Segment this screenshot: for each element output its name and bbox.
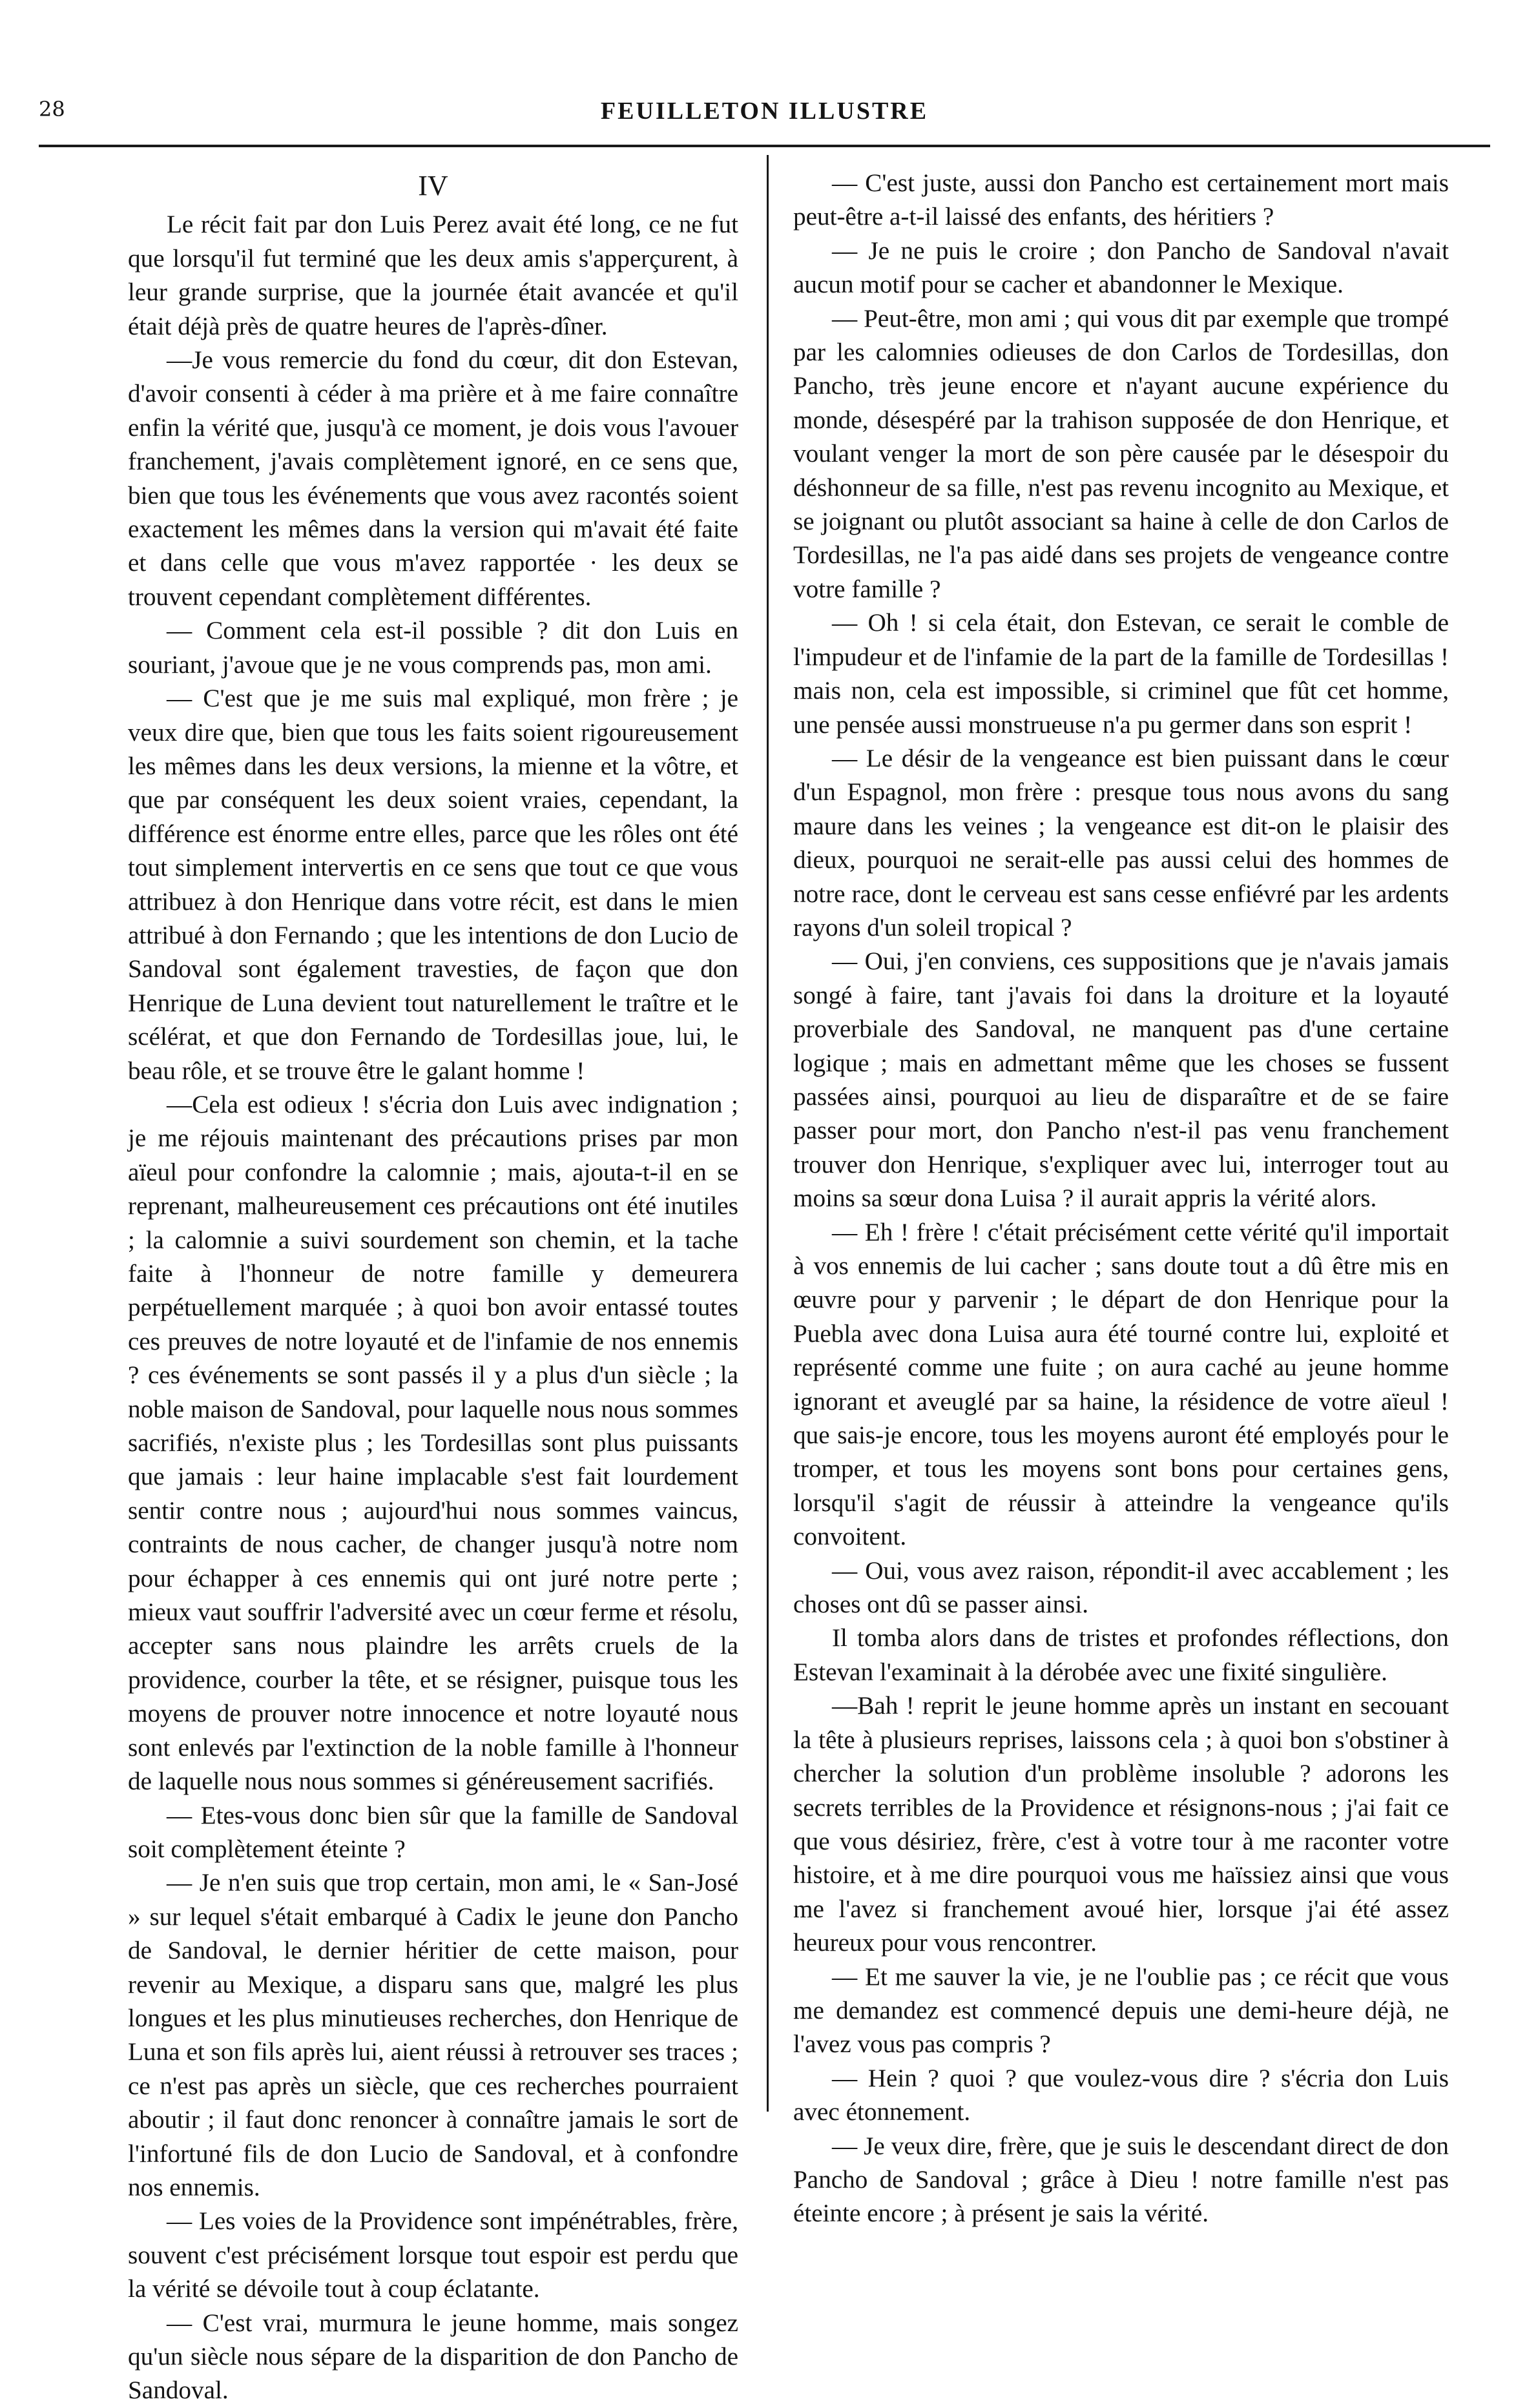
paragraph: —Je vous remercie du fond du cœur, dit don Estevan, d'avoir consenti à céder à ma prière et à me faire connaître enfin la vérité que, jusqu'à ce moment, je dois vous l'avouer franchement, j'avais complètement ignoré, en ce sens que, bien que tous les événements que vous avez racontés soient exactement les mêmes dans la version qui m'avait été faite et dans celle que vous m'avez rapportée · les deux se trouvent cependant complètement différentes. (128, 346, 738, 611)
paragraph: — Je veux dire, frère, que je suis le descendant direct de don Pancho de Sandoval ; grâce à Dieu ! notre famille n'est pas éteinte encore ; à présent je sais la vérité. (793, 2132, 1449, 2228)
section-heading: IV (418, 170, 448, 201)
paragraph: — Oh ! si cela était, don Estevan, ce serait le comble de l'impudeur et de l'infamie de la part de la famille de Tordesillas ! mais non, cela est impossible, si criminel que fût cet homme, une pensée aussi monstrueuse n'a pu germer dans son esprit ! (793, 609, 1449, 739)
page-number: 28 (39, 97, 65, 121)
paragraph: — Le désir de la vengeance est bien puissant dans le cœur d'un Espagnol, mon frère : presque tous nous avons du sang maure dans les veines ; la vengeance est dit-on le plaisir des dieux, pourquoi ne serait-elle pas aussi celui des hommes de notre race, dont le cerveau est sans cesse enfiévré par les ardents rayons d'un soleil tropical ? (793, 744, 1449, 942)
paragraph: — Hein ? quoi ? que voulez-vous dire ? s'écria don Luis avec étonnement. (793, 2064, 1449, 2126)
column-divider (767, 155, 769, 2112)
paragraph: Il tomba alors dans de tristes et profondes réflections, don Estevan l'examinait à la dérobée avec une fixité singulière. (793, 1624, 1449, 1686)
paragraph: — Je ne puis le croire ; don Pancho de Sandoval n'avait aucun motif pour se cacher et abandonner le Mexique. (793, 236, 1449, 299)
page-header (39, 97, 1490, 136)
paragraph: — Comment cela est-il possible ? dit don Luis en souriant, j'avoue que je ne vous comprends pas, mon ami. (128, 617, 738, 679)
paragraph: — Je n'en suis que trop certain, mon ami, le « San-José » sur lequel s'était embarqué à Cadix le jeune don Pancho de Sandoval, le dernier héritier de cette maison, pour revenir au Mexique, a disparu sans que, malgré les plus longues et les plus minutieuses recherches, don Henrique de Luna et son fils après lui, aient réussi à retrouver ses traces ; ce n'est pas après un siècle, que ces recherches pourraient aboutir ; il faut donc renoncer à connaître jamais le sort de l'infortuné fils de don Lucio de Sandoval, et à confondre nos ennemis. (128, 1869, 738, 2201)
paragraph: —Bah ! reprit le jeune homme après un instant en secouant la tête à plusieurs reprises, laissons cela ; à quoi bon s'obstiner à chercher la solution d'un problème insoluble ? adorons les secrets terribles de la Providence et résignons-nous ; j'ai fait ce que vous désiriez, frère, c'est à votre tour à me raconter votre histoire, et à me dire pourquoi vous me haïssiez ainsi que vous me l'avez si franchement avoué hier, lorsque j'ai été assez heureux pour vous rencontrer. (793, 1692, 1449, 1957)
paragraph: — Oui, j'en conviens, ces suppositions que je n'avais jamais songé à faire, tant j'avais foi dans la droiture et la loyauté proverbiale des Sandoval, ne manquent pas d'une certaine logique ; mais en admettant même que les choses se fussent passées ainsi, pourquoi au lieu de disparaître et de se faire passer pour mort, don Pancho n'est-il pas venu franchement trouver don Henrique, s'expliquer avec lui, interroger tout au moins sa sœur dona Luisa ? il aurait appris la vérité alors. (793, 947, 1449, 1213)
paragraph: — Etes-vous donc bien sûr que la famille de Sandoval soit complètement éteinte ? (128, 1801, 738, 1863)
paragraph: — C'est juste, aussi don Pancho est certainement mort mais peut-être a-t-il laissé des enfants, des héritiers ? (793, 169, 1449, 231)
running-title: FEUILLETON ILLUSTRE (600, 98, 929, 125)
right-column (793, 167, 1449, 2231)
paragraph: — C'est vrai, murmura le jeune homme, mais songez qu'un siècle nous sépare de la disparition de don Pancho de Sandoval. (128, 2309, 738, 2405)
paragraph: — Peut-être, mon ami ; qui vous dit par exemple que trompé par les calomnies odieuses de don Carlos de Tordesillas, don Pancho, très jeune encore et n'ayant aucune expérience du monde, désespéré par la trahison supposée de don Henrique, et voulant venger la mort de son père causée par le désespoir du déshonneur de sa fille, n'est pas revenu incognito au Mexique, et se joignant ou plutôt associant sa haine à celle de don Carlos de Tordesillas, ne l'a pas aidé dans ses projets de vengeance contre votre famille ? (793, 304, 1449, 603)
paragraph: — Les voies de la Providence sont impénétrables, frère, souvent c'est précisément lorsque tout espoir est perdu que la vérité se dévoile tout à coup éclatante. (128, 2207, 738, 2303)
paragraph: —Cela est odieux ! s'écria don Luis avec indignation ; je me réjouis maintenant des précautions prises par mon aïeul pour confondre la calomnie ; mais, ajouta-t-il en se reprenant, malheureusement ces précautions ont été inutiles ; la calomnie a suivi sourdement son chemin, et la tache faite à l'honneur de notre famille y demeurera perpétuellement marquée ; à quoi bon avoir entassé toutes ces preuves de notre loyauté et de l'infamie de nos ennemis ? ces événements se sont passés il y a plus d'un siècle ; la noble maison de Sandoval, pour laquelle nous nous sommes sacrifiés, n'existe plus ; les Tordesillas sont plus puissants que jamais : leur haine implacable s'est fait lourdement sentir contre nous ; aujourd'hui nous sommes vaincus, contraints de nous cacher, de changer jusqu'à notre nom pour échapper à ces ennemis qui ont juré notre perte ; mieux vaut souffrir l'adversité avec un cœur ferme et résolu, accepter sans nous plaindre les arrêts cruels de la providence, courber la tête, et se résigner, puisque tous les moyens de prouver notre innocence et notre loyauté nous sont enlevés par l'extinction de la noble famille à l'honneur de laquelle nous nous sommes si généreusement sacrifiés. (128, 1090, 738, 1796)
left-column (128, 169, 738, 2408)
paragraph: — Eh ! frère ! c'était précisément cette vérité qu'il importait à vos ennemis de lui cacher ; sans doute tout a dû être mis en œuvre pour y parvenir ; le départ de don Henrique pour la Puebla avec dona Luisa aura été tourné contre lui, exploité et représenté comme une fuite ; on aura caché au jeune homme ignorant et aveuglé par sa haine, la résidence de votre aïeul ! que sais-je encore, tous les moyens auront été employés pour le tromper, et tous les moyens sont bons pour certaines gens, lorsqu'il s'agit de réussir à atteindre la vengeance qu'ils convoitent. (793, 1218, 1449, 1551)
paragraph: — Oui, vous avez raison, répondit-il avec accablement ; les choses ont dû se passer ainsi. (793, 1556, 1449, 1619)
header-rule (39, 145, 1490, 147)
paragraph: — Et me sauver la vie, je ne l'oublie pas ; ce récit que vous me demandez est commencé depuis une demi-heure déjà, ne l'avez vous pas compris ? (793, 1962, 1449, 2059)
paragraph: — C'est que je me suis mal expliqué, mon frère ; je veux dire que, bien que tous les faits soient rigoureusement les mêmes dans les deux versions, la mienne et la vôtre, et que par conséquent les deux soient vraies, cependant, la différence est énorme entre elles, parce que les rôles ont été tout simplement intervertis en ce sens que tout ce que vous attribuez à don Henrique dans votre récit, est dans le mien attribué à don Fernando ; que les intentions de don Lucio de Sandoval sont également travesties, de façon que don Henrique de Luna devient tout naturellement le traître et le scélérat, et que don Fernando de Tordesillas joue, lui, le beau rôle, et se trouve être le galant homme ! (128, 684, 738, 1085)
paragraph: Le récit fait par don Luis Perez avait été long, ce ne fut que lorsqu'il fut terminé que les deux amis s'apperçurent, à leur grande surprise, que la journée était avancée et qu'il était déjà près de quatre heures de l'après-dîner. (128, 211, 738, 340)
